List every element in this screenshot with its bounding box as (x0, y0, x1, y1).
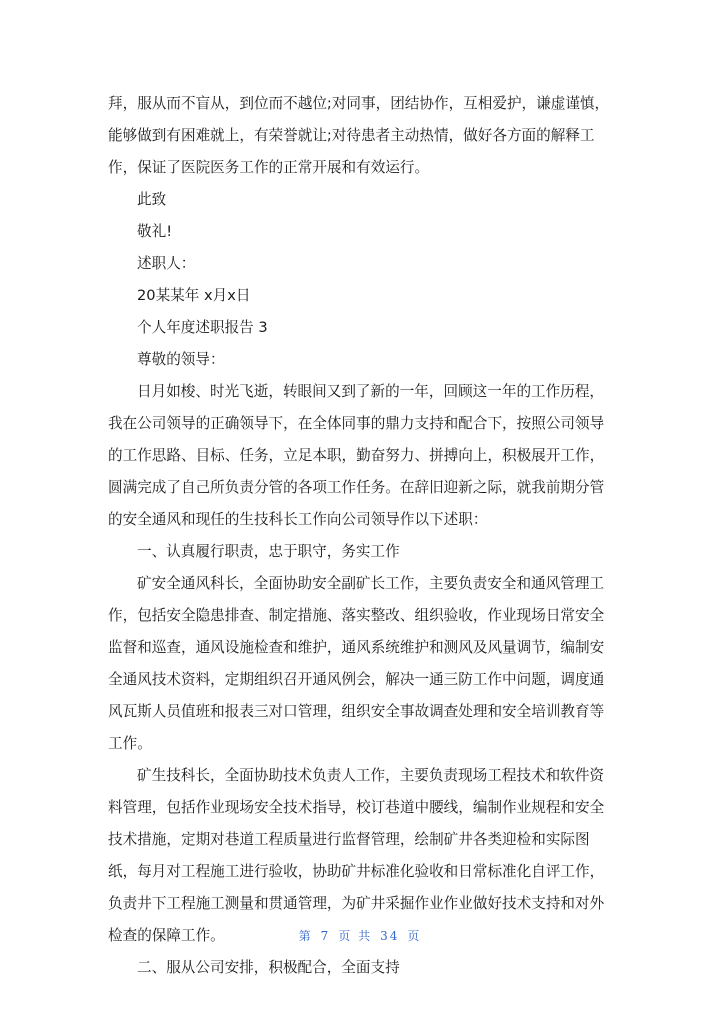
text-line: 尊敬的领导： (137, 351, 225, 368)
document-body (108, 88, 612, 984)
text-line: 的安全通风和现任的生技科长工作向公司领导作以下述职： (108, 511, 488, 528)
footer-prefix: 第 (298, 929, 313, 943)
text-line: 矿安全通风科长，全面协助安全副矿长工作，主要负责安全和通风管理工 (137, 575, 605, 592)
text-line: 作，包括安全隐患排查、制定措施、落实整改、组织验收，作业现场日常安全 (108, 607, 605, 624)
text-line: 能够做到有困难就上，有荣誉就让;对待患者主动热情，做好各方面的解释工 (108, 127, 595, 144)
text-line: 二、服从公司安排，积极配合，全面支持 (137, 959, 400, 976)
text-line: 检查的保障工作。 (108, 927, 225, 944)
text-line: 圆满完成了自己所负责分管的各项工作任务。在辞旧迎新之际，就我前期分管 (108, 479, 605, 496)
text-line: 矿生技科长，全面协助技术负责人工作，主要负责现场工程技术和软件资 (137, 767, 605, 784)
text-line: 料管理，包括作业现场安全技术指导，校订巷道中腰线，编制作业规程和安全 (108, 799, 605, 816)
text-line: 此致 (137, 191, 167, 208)
footer-page-number: 7 (320, 929, 331, 943)
footer-middle: 页 共 (338, 929, 373, 943)
text-line: 拜，服从而不盲从，到位而不越位;对同事，团结协作，互相爱护，谦虚谨慎， (108, 95, 610, 112)
text-line: 日月如梭、时光飞逝，转眼间又到了新的一年，回顾这一年的工作历程， (137, 383, 605, 400)
text-line: 纸，每月对工程施工进行验收，协助矿井标准化验收和日常标准化自评工作， (108, 863, 605, 880)
text-line: 一、认真履行职责，忠于职守，务实工作 (137, 543, 400, 560)
text-line: 作，保证了医院医务工作的正常开展和有效运行。 (108, 159, 430, 176)
footer-total-pages: 34 (380, 929, 400, 943)
footer-suffix: 页 (407, 929, 422, 943)
text-line: 工作。 (108, 735, 152, 752)
page-footer (0, 927, 720, 944)
text-line: 敬礼! (137, 223, 173, 240)
text-line: 20某某年 x月x日 (137, 287, 251, 304)
text-line: 的工作思路、目标、任务，立足本职，勤奋努力、拼搏向上，积极展开工作， (108, 447, 605, 464)
text-line: 我在公司领导的正确领导下，在全体同事的鼎力支持和配合下，按照公司领导 (108, 415, 605, 432)
text-line: 监督和巡查，通风设施检查和维护，通风系统维护和测风及风量调节，编制安 (108, 639, 605, 656)
text-line: 述职人： (137, 255, 196, 272)
text-line: 技术措施，定期对巷道工程质量进行监督管理，绘制矿井各类迎检和实际图 (108, 831, 590, 848)
text-line: 负责井下工程施工测量和贯通管理，为矿井采掘作业作业做好技术支持和对外 (108, 895, 605, 912)
text-line: 全通风技术资料，定期组织召开通风例会，解决一通三防工作中问题，调度通 (108, 671, 605, 688)
text-line: 风瓦斯人员值班和报表三对口管理，组织安全事故调查处理和安全培训教育等 (108, 703, 605, 720)
text-line: 个人年度述职报告 3 (137, 319, 268, 336)
